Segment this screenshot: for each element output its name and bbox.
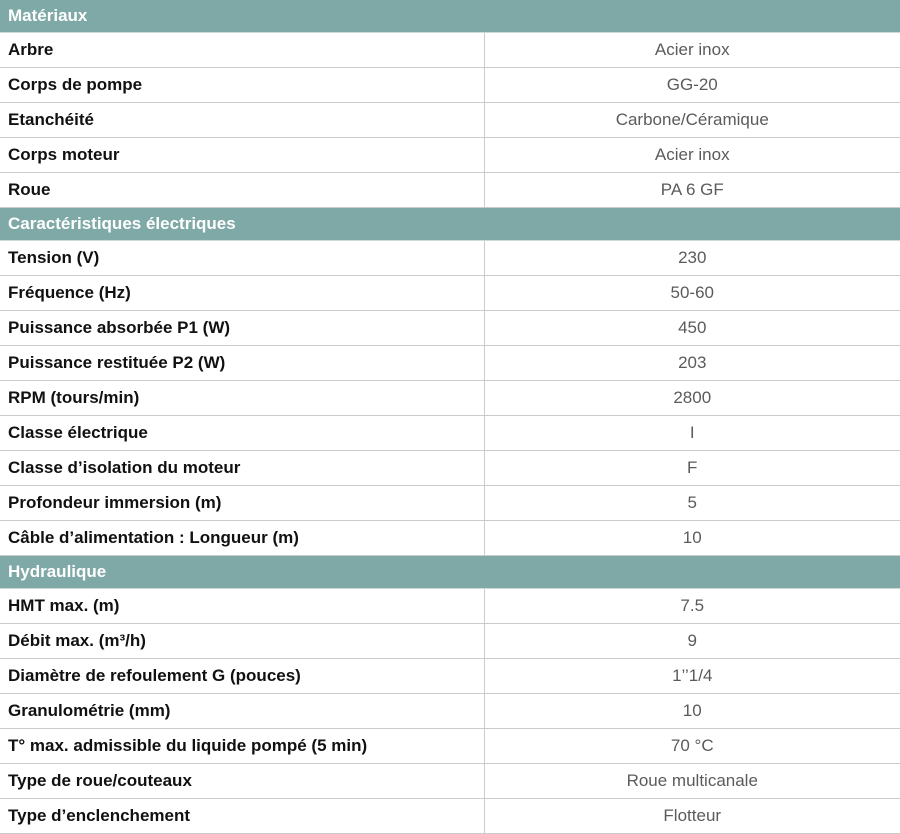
table-row: [0, 486, 900, 521]
row-value: Carbone/Céramique: [484, 103, 900, 138]
table-row: [0, 764, 900, 799]
section-title: Hydraulique: [0, 556, 900, 589]
table-row: [0, 241, 900, 276]
section-header-electriques: [0, 208, 900, 241]
table-row: [0, 381, 900, 416]
row-value: 1’’1/4: [484, 659, 900, 694]
table-row: [0, 729, 900, 764]
table-row: [0, 521, 900, 556]
section-header-materiaux: [0, 0, 900, 33]
row-value: PA 6 GF: [484, 173, 900, 208]
row-label: Classe électrique: [0, 416, 484, 451]
table-row: [0, 416, 900, 451]
row-label: RPM (tours/min): [0, 381, 484, 416]
row-value: 70 °C: [484, 729, 900, 764]
table-row: [0, 103, 900, 138]
row-label: Corps de pompe: [0, 68, 484, 103]
row-label: Type de roue/couteaux: [0, 764, 484, 799]
row-value: Roue multicanale: [484, 764, 900, 799]
section-header-hydraulique: [0, 556, 900, 589]
row-value: 10: [484, 521, 900, 556]
row-value: 230: [484, 241, 900, 276]
row-label: Profondeur immersion (m): [0, 486, 484, 521]
row-value: Acier inox: [484, 33, 900, 68]
row-value: 9: [484, 624, 900, 659]
row-label: Diamètre de refoulement G (pouces): [0, 659, 484, 694]
row-label: Etanchéité: [0, 103, 484, 138]
row-value: F: [484, 451, 900, 486]
table-row: [0, 589, 900, 624]
table-row: [0, 173, 900, 208]
table-row: [0, 276, 900, 311]
row-value: 5: [484, 486, 900, 521]
table-row: [0, 451, 900, 486]
row-value: 2800: [484, 381, 900, 416]
table-row: [0, 694, 900, 729]
table-row: [0, 659, 900, 694]
row-label: Classe d’isolation du moteur: [0, 451, 484, 486]
row-value: 10: [484, 694, 900, 729]
row-label: Débit max. (m³/h): [0, 624, 484, 659]
row-label: Granulométrie (mm): [0, 694, 484, 729]
section-title: Caractéristiques électriques: [0, 208, 900, 241]
row-label: Puissance restituée P2 (W): [0, 346, 484, 381]
table-row: [0, 68, 900, 103]
row-label: Fréquence (Hz): [0, 276, 484, 311]
row-label: Corps moteur: [0, 138, 484, 173]
table-row: [0, 33, 900, 68]
row-value: Acier inox: [484, 138, 900, 173]
table-row: [0, 346, 900, 381]
row-value: 7.5: [484, 589, 900, 624]
row-label: HMT max. (m): [0, 589, 484, 624]
row-label: Tension (V): [0, 241, 484, 276]
table-row: [0, 138, 900, 173]
table-row: [0, 311, 900, 346]
table-row: [0, 799, 900, 834]
row-label: Puissance absorbée P1 (W): [0, 311, 484, 346]
row-label: Type d’enclenchement: [0, 799, 484, 834]
row-value: Flotteur: [484, 799, 900, 834]
row-value: 450: [484, 311, 900, 346]
row-value: 50-60: [484, 276, 900, 311]
row-value: 203: [484, 346, 900, 381]
row-value: I: [484, 416, 900, 451]
row-label: T° max. admissible du liquide pompé (5 min): [0, 729, 484, 764]
table-row: [0, 624, 900, 659]
row-label: Câble d’alimentation : Longueur (m): [0, 521, 484, 556]
section-title: Matériaux: [0, 0, 900, 33]
row-label: Roue: [0, 173, 484, 208]
row-label: Arbre: [0, 33, 484, 68]
row-value: GG-20: [484, 68, 900, 103]
